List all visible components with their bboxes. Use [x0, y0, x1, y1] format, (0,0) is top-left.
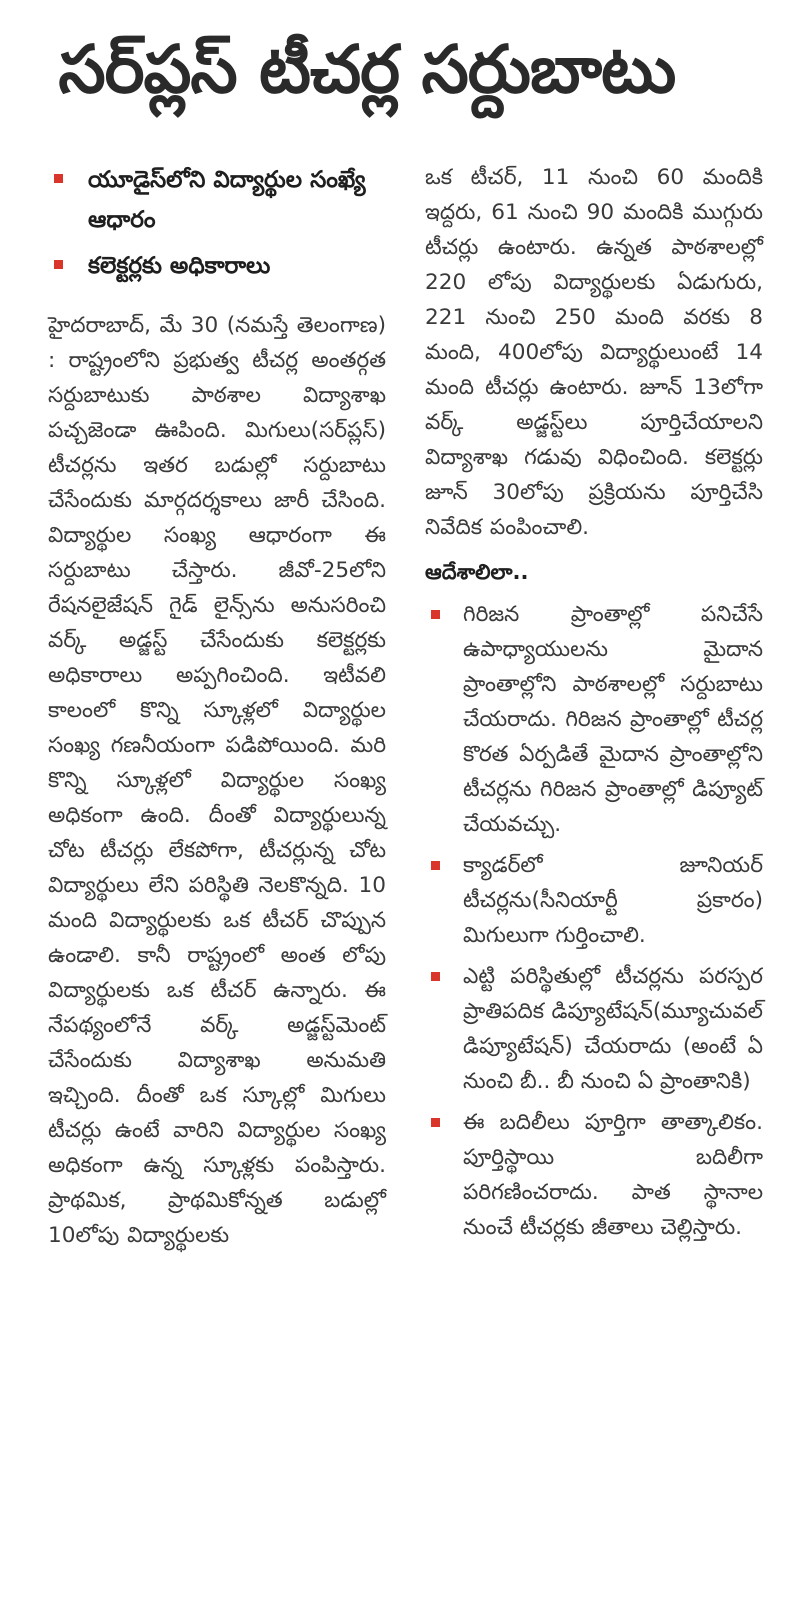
square-bullet-icon	[431, 972, 440, 981]
order-text: గిరిజన ప్రాంతాల్లో పనిచేసే ఉపాధ్యాయులను మైదాన ప్రాంతాల్లోని పాఠశాలల్లో సర్దుబాటు చేయరాదు. గిరిజన ప్రాంతాల్లో టీచర్ల కొరత ఏర్పడితే మైదాన ప్రాంతాల్లోని టీచర్లను గిరిజన ప్రాంతాల్లో డిప్యూట్ చేయవచ్చు.	[463, 602, 763, 837]
right-column	[425, 160, 763, 1253]
order-text: ఎట్టి పరిస్థితుల్లో టీచర్లను పరస్పర ప్రాతిపదిక డిప్యూటేషన్(మ్యూచువల్ డిప్యూటేషన్) చేయరాదు (అంటే ఏ నుంచి బీ.. బీ నుంచి ఏ ప్రాంతానికి)	[463, 964, 763, 1094]
article-body-left: హైదరాబాద్, మే 30 (నమస్తే తెలంగాణ) : రాష్ట్రంలోని ప్రభుత్వ టీచర్ల అంతర్గత సర్దుబాటుకు పాఠశాల విద్యాశాఖ పచ్చజెండా ఊపింది. మిగులు(సర్‌ప్లస్) టీచర్లను ఇతర బడుల్లో సర్దుబాటు చేసేందుకు మార్గదర్శకాలు జారీ చేసింది. విద్యార్థుల సంఖ్య ఆధారంగా ఈ సర్దుబాటు చేస్తారు. జీవో-25లోని రేషనలైజేషన్ గైడ్ లైన్స్‌ను అనుసరించి వర్క్ అడ్జస్ట్ చేసేందుకు కలెక్టర్లకు అధికారాలు అప్పగించింది. ఇటీవలి కాలంలో కొన్ని స్కూళ్లలో విద్యార్థుల సంఖ్య గణనీయంగా పడిపోయింది. మరి కొన్ని స్కూళ్లలో విద్యార్థుల సంఖ్య అధికంగా ఉంది. దీంతో విద్యార్థులున్న చోట టీచర్లు లేకపోగా, టీచర్లున్న చోట విద్యార్థులు లేని పరిస్థితి నెలకొన్నది. 10 మంది విద్యార్థులకు ఒక టీచర్ చొప్పున ఉండాలి. కానీ రాష్ట్రంలో అంత లోపు విద్యార్థులకు ఒక టీచర్ ఉన్నారు. ఈ నేపథ్యంలోనే వర్క్ అడ్జస్ట్‌మెంట్ చేసేందుకు విద్యాశాఖ అనుమతి ఇచ్చింది. దీంతో ఒక స్కూల్లో మిగులు టీచర్లు ఉంటే వారిని విద్యార్థుల సంఖ్య అధికంగా ఉన్న స్కూళ్లకు పంపిస్తారు. ప్రాథమిక, ప్రాథమికోన్నత బడుల్లో 10లోపు విద్యార్థులకు	[48, 313, 386, 1248]
square-bullet-icon	[431, 1118, 440, 1127]
order-item	[425, 597, 763, 842]
order-text: క్యాడర్‌లో జూనియర్ టీచర్లను(సీనియార్టీ ప్రకారం) మిగులుగా గుర్తించాలి.	[463, 853, 763, 948]
highlight-text: యూడైస్‌లోని విద్యార్థుల సంఖ్యే ఆధారం	[88, 167, 366, 233]
square-bullet-icon	[54, 260, 63, 269]
square-bullet-icon	[54, 174, 63, 183]
highlight-item	[48, 160, 386, 240]
order-item	[425, 959, 763, 1099]
square-bullet-icon	[431, 861, 440, 870]
highlight-item	[48, 246, 386, 286]
left-column	[48, 160, 386, 1253]
order-text: ఈ బదిలీలు పూర్తిగా తాత్కాలికం. పూర్తిస్థాయి బదిలీగా పరిగణించరాదు. పాత స్థానాల నుంచే టీచర్లకు జీతాలు చెల్లిస్తారు.	[463, 1110, 763, 1240]
order-item	[425, 1105, 763, 1245]
orders-list	[425, 597, 763, 1245]
orders-heading: ఆదేశాలిలా..	[425, 560, 529, 584]
highlight-text: కలెక్టర్లకు అధికారాలు	[88, 253, 271, 279]
order-item	[425, 848, 763, 953]
article-body-right: ఒక టీచర్, 11 నుంచి 60 మందికి ఇద్దరు, 61 నుంచి 90 మందికి ముగ్గురు టీచర్లు ఉంటారు. ఉన్నత పాఠశాలల్లో 220 లోపు విద్యార్థులకు ఏడుగురు, 221 నుంచి 250 మంది వరకు 8 మంది, 400లోపు విద్యార్థులుంటే 14 మంది టీచర్లు ఉంటారు. జూన్ 13లోగా వర్క్ అడ్జస్ట్‌లు పూర్తిచేయాలని విద్యాశాఖ గడువు విధించింది. కలెక్టర్లు జూన్ 30లోపు ప్రక్రియను పూర్తిచేసి నివేదిక పంపించాలి.	[425, 165, 763, 540]
headline: సర్‌ప్లస్ టీచర్ల సర్దుబాటు	[58, 31, 676, 108]
square-bullet-icon	[431, 610, 440, 619]
highlights-list	[48, 160, 386, 286]
article-columns	[48, 160, 763, 1253]
